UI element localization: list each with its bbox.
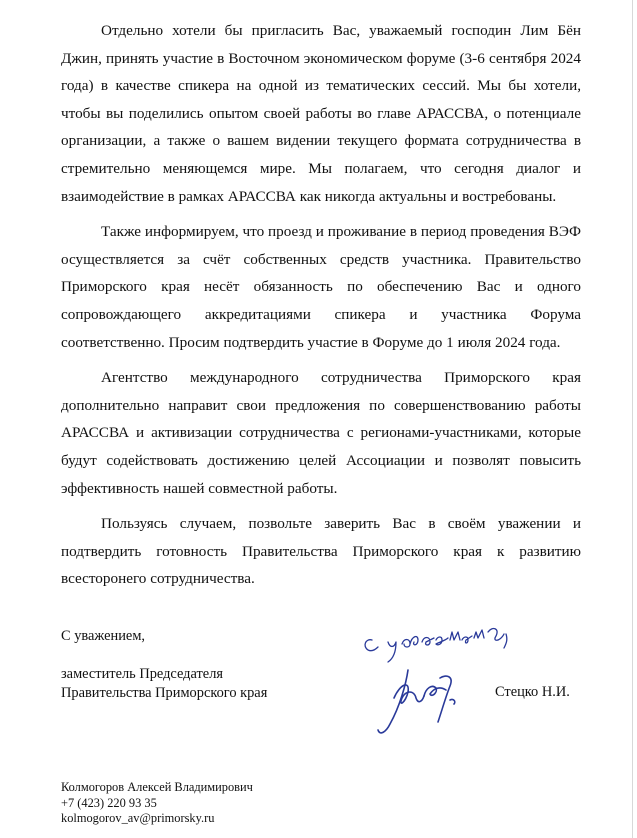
- contact-name: Колмогоров Алексей Владимирович: [61, 780, 253, 794]
- letter-body: [61, 17, 581, 601]
- page-edge-divider: [632, 0, 633, 838]
- paragraph-invitation: Отдельно хотели бы пригласить Вас, уважаемый господин Лим Бён Джин, принять участие в Восточном экономическом форуме (3-6 сентября 2024 года) в качестве спикера на одной из тематических сессий. Мы бы хотели, чтобы вы поделились опытом своей работы во главе АРАССВА, о потенциале организации, а также о вашем видении текущего формата сотрудничества в стремительно меняющемся мире. Мы полагаем, что сегодня диалог и взаимодействие в рамках АРАССВА как никогда актуальны и востребованы.: [61, 22, 581, 205]
- paragraph-regards: Пользуясь случаем, позвольте заверить Вас в своём уважении и подтвердить готовность Правительства Приморского края к развитию всесторонего сотрудничества.: [61, 515, 581, 588]
- signer-title: [61, 665, 267, 703]
- contact-email: kolmogorov_av@primorsky.ru: [61, 811, 215, 825]
- paragraph-agency-proposals: Агентство международного сотрудничества Приморского края дополнительно направит свои предложения по совершенствованию работы АРАССВА и активизации сотрудничества с регионами-участниками, которые будут содействовать достижению целей Ассоциации и позволят повысить эффективность нашей совместной работы.: [61, 369, 581, 497]
- closing-salutation: С уважением,: [61, 628, 146, 644]
- handwritten-signature: [350, 618, 540, 743]
- contact-block: [61, 780, 253, 827]
- signer-name: Стецко Н.И.: [495, 684, 570, 700]
- signer-title-line-2: Правительства Приморского края: [61, 685, 268, 701]
- contact-phone: +7 (423) 220 93 35: [61, 795, 157, 810]
- signer-title-line-1: заместитель Председателя: [61, 666, 223, 682]
- paragraph-travel-info: Также информируем, что проезд и проживание в период проведения ВЭФ осуществляется за счёт собственных средств участника. Правительство Приморского края несёт обязанность по обеспечению Вас и одного сопровождающего аккредитациями спикера и участника Форума соответственно. Просим подтвердить участие в Форуме до 1 июля 2024 года.: [61, 223, 581, 351]
